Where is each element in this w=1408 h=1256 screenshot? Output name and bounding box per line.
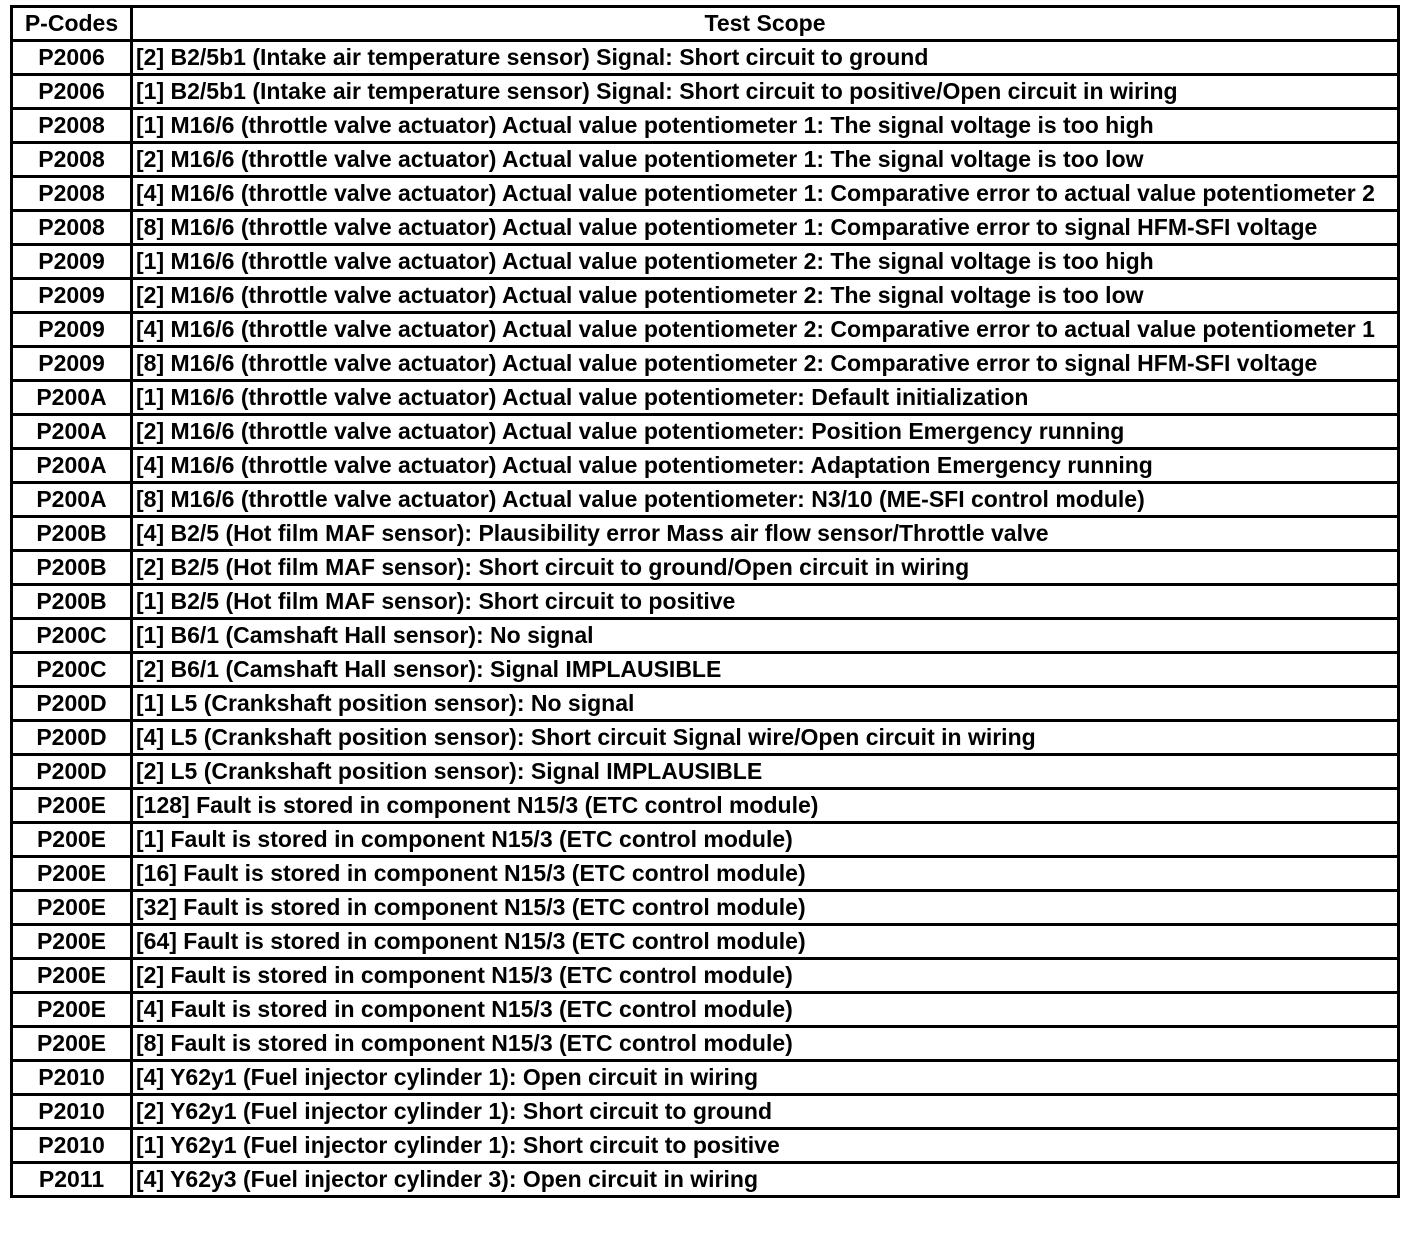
test-scope-cell: [128] Fault is stored in component N15/3 (ETC control module)	[132, 789, 1399, 823]
p-code-cell: P200D	[12, 721, 132, 755]
p-code-cell: P200E	[12, 925, 132, 959]
p-code-cell: P2008	[12, 109, 132, 143]
test-scope-cell: [8] M16/6 (throttle valve actuator) Actual value potentiometer 1: Comparative error to signal HFM-SFI voltage	[132, 211, 1399, 245]
p-code-cell: P200D	[12, 687, 132, 721]
p-code-cell: P2008	[12, 143, 132, 177]
test-scope-cell: [4] Y62y3 (Fuel injector cylinder 3): Open circuit in wiring	[132, 1163, 1399, 1197]
p-code-cell: P2009	[12, 347, 132, 381]
table-row	[12, 721, 1399, 755]
table-row	[12, 381, 1399, 415]
table-row	[12, 517, 1399, 551]
table-row	[12, 653, 1399, 687]
test-scope-cell: [2] M16/6 (throttle valve actuator) Actual value potentiometer: Position Emergency running	[132, 415, 1399, 449]
table-row	[12, 857, 1399, 891]
test-scope-cell: [1] B6/1 (Camshaft Hall sensor): No signal	[132, 619, 1399, 653]
p-code-cell: P200E	[12, 857, 132, 891]
table-row	[12, 109, 1399, 143]
test-scope-cell: [4] Fault is stored in component N15/3 (ETC control module)	[132, 993, 1399, 1027]
test-scope-cell: [2] B6/1 (Camshaft Hall sensor): Signal IMPLAUSIBLE	[132, 653, 1399, 687]
table-row	[12, 41, 1399, 75]
table-row	[12, 993, 1399, 1027]
p-code-cell: P200C	[12, 653, 132, 687]
p-code-cell: P2010	[12, 1129, 132, 1163]
test-scope-cell: [16] Fault is stored in component N15/3 (ETC control module)	[132, 857, 1399, 891]
table-row	[12, 551, 1399, 585]
test-scope-cell: [2] M16/6 (throttle valve actuator) Actual value potentiometer 2: The signal voltage is too low	[132, 279, 1399, 313]
table-row	[12, 585, 1399, 619]
test-scope-cell: [2] B2/5 (Hot film MAF sensor): Short circuit to ground/Open circuit in wiring	[132, 551, 1399, 585]
p-code-cell: P200E	[12, 891, 132, 925]
table-row	[12, 75, 1399, 109]
p-code-cell: P2008	[12, 177, 132, 211]
table-row	[12, 1129, 1399, 1163]
test-scope-cell: [1] M16/6 (throttle valve actuator) Actual value potentiometer 2: The signal voltage is too high	[132, 245, 1399, 279]
p-code-cell: P2009	[12, 313, 132, 347]
test-scope-cell: [1] M16/6 (throttle valve actuator) Actual value potentiometer 1: The signal voltage is too high	[132, 109, 1399, 143]
test-scope-cell: [1] B2/5 (Hot film MAF sensor): Short circuit to positive	[132, 585, 1399, 619]
test-scope-cell: [2] Y62y1 (Fuel injector cylinder 1): Short circuit to ground	[132, 1095, 1399, 1129]
test-scope-cell: [4] L5 (Crankshaft position sensor): Short circuit Signal wire/Open circuit in wiring	[132, 721, 1399, 755]
p-code-cell: P200A	[12, 381, 132, 415]
p-code-cell: P2009	[12, 279, 132, 313]
table-row	[12, 1163, 1399, 1197]
header-test-scope: Test Scope	[132, 7, 1399, 41]
p-code-cell: P200C	[12, 619, 132, 653]
p-code-cell: P200E	[12, 789, 132, 823]
table-row	[12, 1095, 1399, 1129]
test-scope-cell: [2] B2/5b1 (Intake air temperature sensor) Signal: Short circuit to ground	[132, 41, 1399, 75]
test-scope-cell: [4] B2/5 (Hot film MAF sensor): Plausibility error Mass air flow sensor/Throttle valve	[132, 517, 1399, 551]
p-code-cell: P2011	[12, 1163, 132, 1197]
table-row	[12, 891, 1399, 925]
p-code-cell: P200B	[12, 551, 132, 585]
table-row	[12, 789, 1399, 823]
table-row	[12, 279, 1399, 313]
test-scope-cell: [4] M16/6 (throttle valve actuator) Actual value potentiometer 2: Comparative error to actual value potentiometer 1	[132, 313, 1399, 347]
p-code-cell: P2006	[12, 41, 132, 75]
p-codes-table	[10, 5, 1400, 1198]
header-p-codes: P-Codes	[12, 7, 132, 41]
table-row	[12, 483, 1399, 517]
table-row	[12, 143, 1399, 177]
p-code-cell: P200D	[12, 755, 132, 789]
p-code-cell: P200B	[12, 585, 132, 619]
test-scope-cell: [2] M16/6 (throttle valve actuator) Actual value potentiometer 1: The signal voltage is too low	[132, 143, 1399, 177]
table-row	[12, 1027, 1399, 1061]
table-row	[12, 1061, 1399, 1095]
test-scope-cell: [4] M16/6 (throttle valve actuator) Actual value potentiometer: Adaptation Emergency running	[132, 449, 1399, 483]
test-scope-cell: [1] M16/6 (throttle valve actuator) Actual value potentiometer: Default initialization	[132, 381, 1399, 415]
test-scope-cell: [1] B2/5b1 (Intake air temperature sensor) Signal: Short circuit to positive/Open circuit in wiring	[132, 75, 1399, 109]
p-code-cell: P2009	[12, 245, 132, 279]
table-row	[12, 347, 1399, 381]
table-row	[12, 959, 1399, 993]
test-scope-cell: [1] Y62y1 (Fuel injector cylinder 1): Short circuit to positive	[132, 1129, 1399, 1163]
p-code-cell: P200E	[12, 823, 132, 857]
test-scope-cell: [64] Fault is stored in component N15/3 (ETC control module)	[132, 925, 1399, 959]
p-code-cell: P200A	[12, 483, 132, 517]
test-scope-cell: [8] Fault is stored in component N15/3 (ETC control module)	[132, 1027, 1399, 1061]
table-row	[12, 925, 1399, 959]
p-code-cell: P2010	[12, 1061, 132, 1095]
table-row	[12, 687, 1399, 721]
test-scope-cell: [4] Y62y1 (Fuel injector cylinder 1): Open circuit in wiring	[132, 1061, 1399, 1095]
table-row	[12, 619, 1399, 653]
table-header-row	[12, 7, 1399, 41]
table-row	[12, 449, 1399, 483]
p-code-cell: P2010	[12, 1095, 132, 1129]
p-code-cell: P200E	[12, 1027, 132, 1061]
p-code-cell: P200A	[12, 449, 132, 483]
table-row	[12, 415, 1399, 449]
p-code-cell: P2006	[12, 75, 132, 109]
p-code-cell: P2008	[12, 211, 132, 245]
table-row	[12, 211, 1399, 245]
table-row	[12, 313, 1399, 347]
table-row	[12, 755, 1399, 789]
test-scope-cell: [8] M16/6 (throttle valve actuator) Actual value potentiometer: N3/10 (ME-SFI control module)	[132, 483, 1399, 517]
table-row	[12, 245, 1399, 279]
test-scope-cell: [1] L5 (Crankshaft position sensor): No signal	[132, 687, 1399, 721]
p-code-cell: P200A	[12, 415, 132, 449]
test-scope-cell: [1] Fault is stored in component N15/3 (ETC control module)	[132, 823, 1399, 857]
table-row	[12, 177, 1399, 211]
p-codes-table-container	[10, 5, 1397, 1198]
test-scope-cell: [2] Fault is stored in component N15/3 (ETC control module)	[132, 959, 1399, 993]
p-code-cell: P200E	[12, 959, 132, 993]
p-code-cell: P200B	[12, 517, 132, 551]
table-row	[12, 823, 1399, 857]
p-code-cell: P200E	[12, 993, 132, 1027]
test-scope-cell: [4] M16/6 (throttle valve actuator) Actual value potentiometer 1: Comparative error to actual value potentiometer 2	[132, 177, 1399, 211]
test-scope-cell: [8] M16/6 (throttle valve actuator) Actual value potentiometer 2: Comparative error to signal HFM-SFI voltage	[132, 347, 1399, 381]
table-body	[12, 41, 1399, 1197]
test-scope-cell: [2] L5 (Crankshaft position sensor): Signal IMPLAUSIBLE	[132, 755, 1399, 789]
test-scope-cell: [32] Fault is stored in component N15/3 (ETC control module)	[132, 891, 1399, 925]
